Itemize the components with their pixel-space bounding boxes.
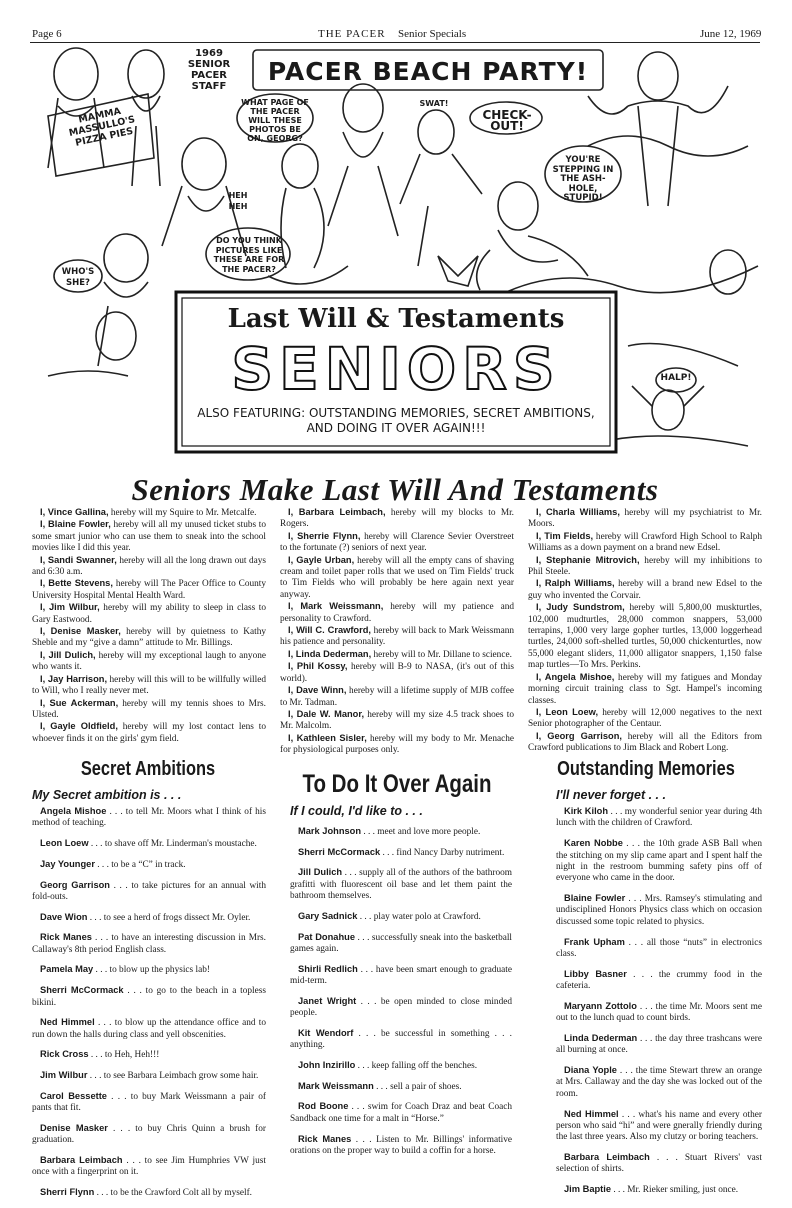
entry-text: . . . be successful in something . . . anything. — [290, 1028, 512, 1051]
memory-entry — [556, 893, 762, 928]
entry-name: Ned Himmel — [564, 1108, 619, 1119]
entry-text: hereby will The Pacer Office to County University Hospital Mental Health Ward. — [32, 579, 266, 601]
entry-name: Carol Bessette — [40, 1090, 107, 1101]
header-rule — [30, 42, 760, 43]
will-entry — [32, 507, 266, 519]
memory-entry — [556, 1152, 762, 1176]
entry-text: hereby will my fatigues and Monday morning circuit training class to Sgt. Hampel's incoming classes. — [528, 672, 763, 706]
ambition-entry — [32, 1049, 266, 1061]
entry-name: I, Mark Weissmann, — [288, 601, 384, 612]
bubble-halp: HALP! — [660, 373, 692, 383]
entry-name: Sherri McCormack — [40, 985, 124, 996]
entry-text: hereby will all the Editors from Crawford publications to Jim Black and Robert Long. — [528, 731, 763, 754]
entry-text: hereby will my tennis shoes to Mrs. Ulsted. — [32, 698, 266, 720]
entry-text: . . . to take pictures for an annual with fold-outs. — [32, 880, 266, 902]
entry-name: Sherri Flynn — [40, 1187, 95, 1198]
entry-text: . . . Listen to Mr. Billings' informative orations on the proper way to build a coffin for a horse. — [290, 1134, 513, 1156]
memory-entry — [556, 1033, 762, 1057]
over-again-subtitle: If I could, I'd like to . . . — [290, 804, 423, 818]
entry-text: . . . successfully sneak into the basketball games again. — [290, 932, 513, 955]
entry-text: . . . to have an interesting discussion in Mrs. Callaway's 8th period English class. — [32, 933, 266, 955]
over-again-entry — [290, 1101, 512, 1125]
entry-name: I, Gayle Urban, — [288, 554, 355, 565]
entry-text: hereby will by quietness to Kathy Sheble and my “give a damn” attitude to Mr. Billings. — [32, 627, 266, 649]
entry-name: I, Charla Williams, — [536, 507, 620, 517]
entry-name: I, Barbara Leimbach, — [288, 507, 386, 517]
entry-text: hereby will my ability to sleep in class to Gary Eastwood. — [32, 603, 266, 625]
entry-text: hereby will my patience and personality to Crawford. — [280, 602, 514, 624]
will-entry — [280, 531, 514, 555]
outstanding-memories-title: Outstanding Memories — [557, 758, 735, 780]
entry-name: I, Jim Wilbur, — [40, 602, 100, 613]
memory-entry — [556, 1184, 762, 1196]
entry-text: hereby will my lost contact lens to whoever finds it on the girls' gym field. — [32, 722, 266, 744]
over-again-entry — [290, 867, 512, 902]
will-entry — [32, 626, 266, 650]
will-entry — [280, 649, 514, 661]
ambition-entry — [32, 1155, 266, 1179]
over-again-entry — [290, 932, 512, 956]
will-entry — [280, 507, 514, 531]
entry-name: Shirli Redlich — [298, 963, 358, 974]
wills-column-2 — [280, 507, 514, 757]
entry-name: Dave Wion — [40, 911, 88, 922]
will-entry — [32, 555, 266, 579]
entry-text: hereby will Clarence Sevier Overstreet to the fortunate (?) seniors of next year. — [280, 531, 514, 554]
entry-name: Barbara Leimbach — [40, 1154, 123, 1165]
section-name: Senior Specials — [398, 28, 467, 40]
entry-name: I, Sandi Swanner, — [40, 554, 117, 565]
memory-entry — [556, 1065, 762, 1100]
entry-name: Jay Younger — [40, 858, 95, 869]
entry-text: . . . swim for Coach Draz and beat Coach Sandback one time for a malt in “Horse.” — [290, 1102, 512, 1124]
entry-text: . . . Mr. Rieker smiling, just once. — [611, 1185, 739, 1196]
memory-entry — [556, 969, 762, 993]
entry-name: Jim Wilbur — [40, 1070, 88, 1081]
entry-name: Mark Johnson — [298, 826, 362, 836]
ambition-entry — [32, 1091, 266, 1115]
entry-text: . . . the 10th grade ASB Ball when the stitching on my slip came apart and I spent half the night in the restroom bumming safety pins off of everyone who came in the door. — [556, 839, 762, 884]
entry-name: Ned Himmel — [40, 1017, 95, 1028]
last-will-heading: Last Will & Testaments — [227, 304, 565, 334]
ambition-entry — [32, 880, 266, 904]
entry-text: hereby will a brand new Edsel to the guy who invented the Corvair. — [528, 579, 762, 601]
entry-text: . . . keep falling off the benches. — [355, 1061, 478, 1072]
entry-text: . . . to see Barbara Leimbach grow some hair. — [87, 1071, 259, 1082]
entry-name: Maryann Zottolo — [564, 1000, 637, 1011]
ambition-entry — [32, 912, 266, 924]
entry-text: . . . play water polo at Crawford. — [357, 911, 481, 922]
paper-name: THE PACER — [318, 28, 386, 40]
will-entry — [528, 602, 762, 671]
entry-name: I, Georg Garrison, — [536, 730, 622, 741]
page-header — [0, 0, 792, 44]
entry-text: hereby will to Mr. Dillane to science. — [371, 649, 512, 660]
will-entry — [528, 578, 762, 602]
entry-name: I, Jay Harrison, — [40, 673, 108, 684]
entry-text: . . . be open minded to close minded people. — [290, 996, 512, 1019]
entry-name: Kirk Kiloh — [564, 806, 609, 816]
entry-text: . . . to buy Mark Weissmann a pair of pants that fit. — [32, 1091, 266, 1114]
entry-name: I, Dave Winn, — [288, 685, 347, 696]
entry-text: . . . Mrs. Ramsey's stimulating and undisciplined Honors Physics class which on occasion discussed some topic related to physics. — [556, 894, 762, 927]
will-entry — [32, 578, 266, 602]
entry-name: Diana Yople — [564, 1064, 617, 1075]
entry-name: Pamela May — [40, 964, 94, 975]
memory-entry — [556, 937, 762, 961]
entry-text: . . . to be a “C” in track. — [94, 859, 186, 870]
entry-text: hereby will my blocks to Mr. Rogers. — [280, 508, 515, 530]
entry-text: . . . the time Stewart threw an orange at Mrs. Callaway and the day she was locked out of the room. — [556, 1065, 762, 1099]
over-again-entry — [290, 964, 512, 988]
entry-name: I, Gayle Oldfield, — [40, 721, 118, 732]
will-entry — [280, 555, 514, 602]
entry-text: . . . to see Jim Humphries VW just once with a fingerprint on it. — [32, 1155, 266, 1178]
entry-text: . . . the day three trashcans were all burning at once. — [556, 1033, 762, 1056]
bubble-ash-hole: YOU'RE STEPPING IN THE ASH-HOLE, STUPID! — [552, 155, 614, 203]
will-entry — [32, 602, 266, 626]
entry-name: I, Vince Gallina, — [40, 507, 109, 517]
entry-name: Rod Boone — [298, 1101, 349, 1112]
entry-name: Janet Wright — [298, 995, 357, 1006]
main-headline: Seniors Make Last Will And Testaments — [131, 472, 659, 507]
will-entry — [528, 531, 762, 555]
entry-text: hereby will my psychiatrist to Mr. Moors. — [528, 508, 762, 530]
bubble-pictures: DO YOU THINK PICTURES LIKE THESE ARE FOR THE PACER? — [213, 236, 285, 274]
entry-name: Rick Manes — [298, 1133, 352, 1144]
entry-name: I, Blaine Fowler, — [40, 519, 111, 530]
seniors-title: SENIORS — [231, 335, 561, 403]
entry-name: I, Bette Stevens, — [40, 578, 113, 589]
ambition-entry — [32, 1017, 266, 1041]
will-entry — [32, 519, 266, 554]
will-entry — [528, 555, 762, 579]
entry-text: hereby will my size 4.5 track shoes to Mr. Malcolm. — [280, 709, 514, 732]
beach-party-illustration — [28, 46, 764, 468]
entry-text: . . . the crummy food in the cafeteria. — [556, 969, 762, 992]
entry-name: Sherri McCormack — [298, 846, 381, 857]
entry-text: hereby will a lifetime supply of MJB coffee to Mr. Tadman. — [280, 686, 514, 708]
outstanding-memories-subtitle: I'll never forget . . . — [556, 788, 666, 802]
entry-text: . . . have been smart enough to graduate mid-term. — [290, 964, 512, 987]
entry-text: . . . to blow up the physics lab! — [93, 965, 210, 976]
entry-text: hereby will all the empty cans of shaving cream and toilet paper rolls that we used on Tim Fields' truck to Tim Fields who will probably be here again next year anyway. — [280, 555, 514, 600]
entry-name: I, Sherrie Flynn, — [288, 530, 361, 541]
entry-text: hereby will my inhibitions to Phil Steele. — [528, 555, 762, 578]
entry-name: Libby Basner — [564, 968, 627, 979]
entry-text: . . . to Heh, Heh!!! — [88, 1050, 160, 1061]
will-entry — [528, 507, 762, 531]
entry-text: . . . find Nancy Darby nutriment. — [380, 847, 505, 858]
entry-name: Gary Sadnick — [298, 910, 358, 921]
bubble-check-out: CHECK-OUT! — [482, 108, 532, 133]
entry-text: . . . Stuart Rivers' vast selection of shirts. — [556, 1153, 762, 1175]
bubble-swat: SWAT! — [419, 99, 449, 108]
pizza-sign: MAMMA MASSULLO'S PIZZA PIES — [67, 105, 137, 149]
entry-text: hereby will all the long drawn out days and 6:30 a.m. — [32, 555, 267, 578]
entry-text: . . . to be the Crawford Colt all by myself. — [94, 1188, 253, 1199]
secret-ambitions-list — [32, 806, 266, 1208]
over-again-entry — [290, 1134, 512, 1158]
entry-name: Denise Masker — [40, 1122, 108, 1133]
wills-column-3 — [528, 507, 762, 755]
entry-name: Blaine Fowler — [564, 893, 626, 904]
ambition-entry — [32, 932, 266, 956]
entry-text: hereby will my exceptional laugh to anyone who wants it. — [32, 650, 266, 673]
entry-name: I, Dale W. Manor, — [288, 708, 365, 719]
entry-name: Mark Weissmann — [298, 1080, 374, 1091]
will-entry — [32, 698, 266, 722]
will-entry — [32, 674, 266, 698]
ambition-entry — [32, 806, 266, 830]
ambition-entry — [32, 985, 266, 1009]
entry-text: hereby will my Squire to Mr. Metcalfe. — [108, 508, 257, 518]
secret-ambitions-title: Secret Ambitions — [80, 758, 216, 780]
entry-name: Angela Mishoe — [40, 806, 107, 816]
ambition-entry — [32, 1187, 266, 1199]
memory-entry — [556, 1001, 762, 1025]
entry-name: I, Kathleen Sisler, — [288, 732, 367, 743]
bubble-page: WHAT PAGE OF THE PACER WILL THESE PHOTOS BE ON, GEORG? — [241, 98, 309, 143]
entry-text: hereby will back to Mark Weissmann his patience and personality. — [280, 626, 514, 648]
will-entry — [280, 685, 514, 709]
entry-name: Karen Nobbe — [564, 838, 623, 849]
will-entry — [280, 661, 514, 685]
will-entry — [32, 721, 266, 745]
entry-name: I, Sue Ackerman, — [40, 697, 119, 708]
entry-name: I, Will C. Crawford, — [288, 625, 371, 636]
ambition-entry — [32, 964, 266, 976]
entry-text: . . . to buy Chris Quinn a brush for graduation. — [32, 1123, 266, 1146]
bubble-heh: HEH HEH — [228, 191, 248, 211]
entry-text: . . . all those “nuts” in electronics class. — [556, 937, 762, 959]
over-again-entry — [290, 996, 512, 1020]
staff-note: 1969 SENIOR PACER STAFF — [187, 48, 231, 92]
entry-text: . . . supply all of the authors of the bathroom grafitti with fluorescent oil base and let them paint the bathroom themselves. — [290, 868, 512, 902]
entry-name: Rick Cross — [40, 1049, 89, 1060]
entry-name: I, Tim Fields, — [536, 530, 594, 541]
entry-name: I, Jill Dulich, — [40, 649, 96, 660]
will-entry — [32, 650, 266, 674]
will-entry — [280, 709, 514, 733]
entry-text: . . . my wonderful senior year during 4th lunch with the children of Crawford. — [556, 807, 762, 829]
ambition-entry — [32, 859, 266, 871]
will-entry — [280, 625, 514, 649]
also-featuring: ALSO FEATURING: OUTSTANDING MEMORIES, SECRET AMBITIONS, AND DOING IT OVER AGAIN!!! — [197, 406, 595, 435]
entry-text: . . . to blow up the attendance office and to run down the halls during class and yell obscenities. — [32, 1018, 266, 1040]
over-again-entry — [290, 826, 512, 838]
beach-party-sign: PACER BEACH PARTY! — [267, 57, 589, 86]
memory-entry — [556, 1109, 762, 1144]
bubble-whos-she: WHO'S SHE? — [61, 267, 95, 288]
entry-name: Pat Donahue — [298, 931, 355, 942]
entry-text: hereby will this will to be willfully willed to Will, who I really never met. — [32, 674, 266, 697]
issue-date: June 12, 1969 — [700, 28, 762, 40]
entry-text: . . . to see a herd of frogs dissect Mr. Oyler. — [87, 912, 251, 923]
over-again-entry — [290, 1060, 512, 1072]
wills-column-1 — [32, 507, 266, 745]
memory-entry — [556, 806, 762, 830]
entry-name: I, Phil Kossy, — [288, 661, 348, 672]
entry-text: . . . the time Mr. Moors sent me out to the lunch quad to count birds. — [556, 1001, 762, 1024]
entry-text: hereby will 5,800,00 muskturtles, 102,000 mudturtles, 28,000 common snappers, 53,000 terrapins, 1,000 very large gopher turtles, 13,000 loggerhead turtles, 24,000 soft-shelled turtles, 50,000 chickenturtles, now 55,000 elegant sliders, 11,000 alligator snappers, 1,150 false map turtles—To Mrs. Perkins. — [528, 603, 762, 671]
entry-name: Georg Garrison — [40, 879, 110, 890]
entry-text: hereby will Crawford High School to Ralph Williams as a down payment on a brand new Edsel. — [528, 531, 762, 554]
over-again-entry — [290, 1028, 512, 1052]
over-again-list — [290, 826, 512, 1166]
entry-name: I, Stephanie Mitrovich, — [536, 554, 640, 565]
over-again-title: To Do It Over Again — [302, 770, 492, 798]
entry-name: I, Linda Dederman, — [288, 648, 372, 659]
entry-name: Rick Manes — [40, 932, 92, 943]
outstanding-memories-list — [556, 806, 762, 1205]
over-again-entry — [290, 1081, 512, 1093]
entry-name: Leon Loew — [40, 838, 89, 849]
entry-name: I, Ralph Williams, — [536, 578, 615, 589]
entry-name: Barbara Leimbach — [564, 1152, 650, 1163]
entry-name: Kit Wendorf — [298, 1027, 354, 1038]
entry-name: I, Leon Loew, — [536, 706, 599, 717]
entry-text: hereby will B-9 to NASA, (it's out of this world). — [280, 662, 514, 684]
entry-name: I, Angela Mishoe, — [536, 671, 615, 682]
entry-name: I, Judy Sundstrom, — [536, 602, 625, 613]
entry-text: . . . to tell Mr. Moors what I think of his method of teaching. — [32, 807, 267, 829]
entry-text: . . . to shave off Mr. Linderman's moustache. — [88, 839, 257, 850]
entry-text: . . . what's his name and every other person who said “hi” and were gnerally friendly during the last three years. Also my clutzy or boring teachers. — [556, 1109, 762, 1143]
entry-text: . . . meet and love more people. — [361, 827, 481, 837]
memory-entry — [556, 838, 762, 885]
will-entry — [280, 601, 514, 625]
entry-name: Frank Upham — [564, 936, 625, 947]
entry-name: I, Denise Masker, — [40, 626, 121, 637]
ambition-entry — [32, 838, 266, 850]
will-entry — [528, 731, 762, 755]
entry-text: hereby will 12,000 negatives to the next Senior photographer of the Centaur. — [528, 707, 763, 730]
secret-ambitions-subtitle: My Secret ambition is . . . — [32, 788, 182, 802]
entry-name: Jill Dulich — [298, 867, 343, 878]
will-entry — [528, 707, 762, 731]
entry-name: John Inzirillo — [298, 1060, 356, 1071]
entry-name: Linda Dederman — [564, 1032, 638, 1043]
ambition-entry — [32, 1070, 266, 1082]
entry-text: . . . sell a pair of shoes. — [373, 1081, 462, 1092]
entry-text: hereby will all my unused ticket stubs to some smart junior who can use them to sneak into the school movies like I did this year. — [32, 520, 267, 554]
page-number: Page 6 — [32, 28, 62, 40]
over-again-entry — [290, 911, 512, 923]
entry-name: Jim Baptie — [564, 1184, 612, 1195]
will-entry — [280, 733, 514, 757]
will-entry — [528, 672, 762, 707]
ambition-entry — [32, 1123, 266, 1147]
over-again-entry — [290, 847, 512, 859]
entry-text: . . . to go to the beach in a topless bikini. — [32, 986, 266, 1008]
entry-text: hereby will my body to Mr. Menache for physiological purposes only. — [280, 733, 514, 756]
